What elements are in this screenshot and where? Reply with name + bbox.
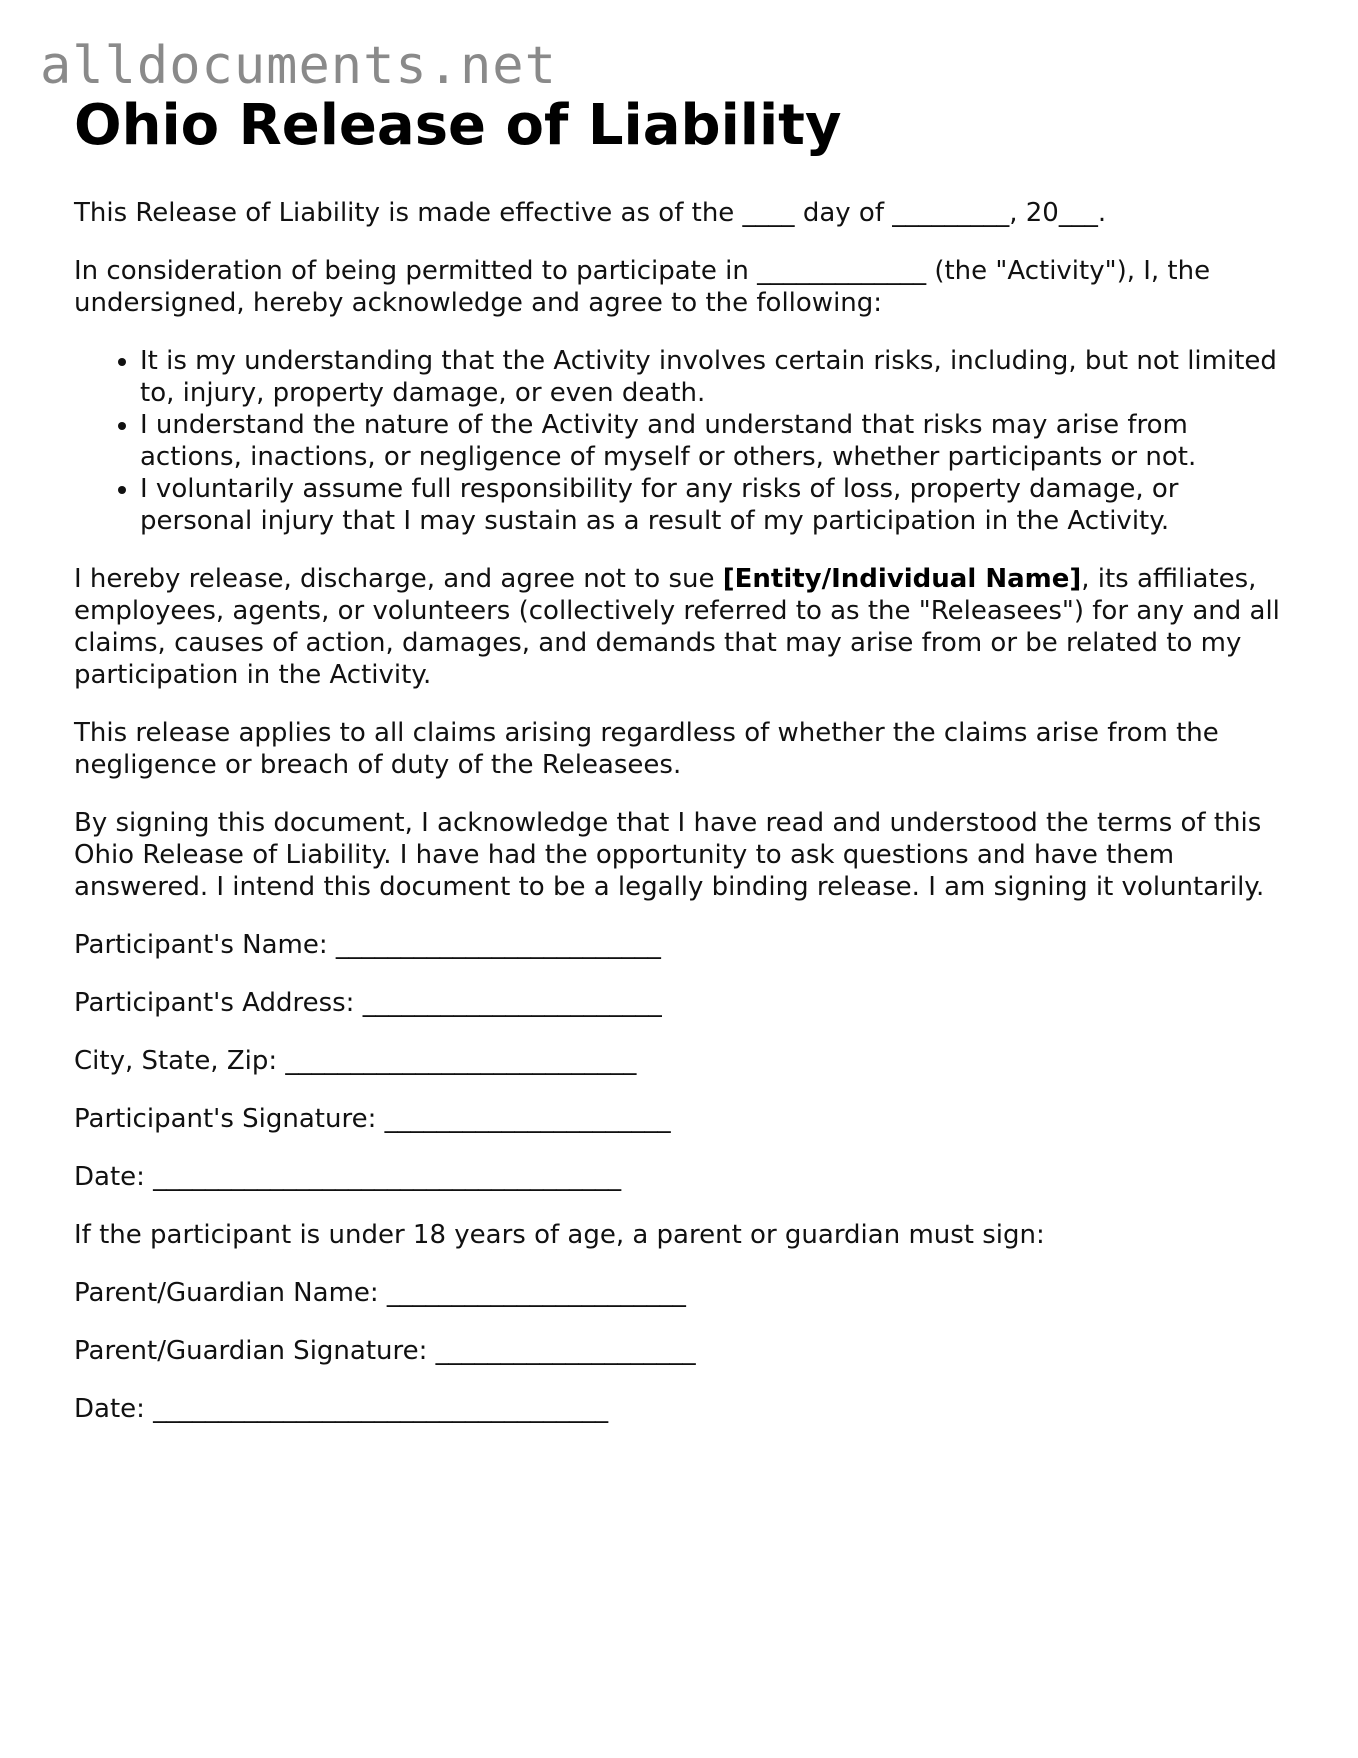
signing-acknowledgement-paragraph: By signing this document, I acknowledge that I have read and understood the terms of this Ohio Release of Liability. I have had the opportunity to ask questions and have them answered. I intend this document to be a legally binding release. I am signing it voluntarily.	[74, 808, 1270, 903]
scope-paragraph: This release applies to all claims arising regardless of whether the claims arise from the negligence or breach of duty of the Releasees.	[74, 718, 1228, 781]
consideration-paragraph: In consideration of being permitted to participate in _____________ (the "Activity"), I, the undersigned, hereby acknowledge and agree to the following:	[74, 256, 1219, 319]
participant-date-field: Date: ____________________________________	[74, 1162, 622, 1193]
list-item: • I voluntarily assume full responsibility for any risks of loss, property damage, or personal injury that I may sustain as a result of my participation in the Activity.	[140, 473, 1294, 537]
guardian-name-field: Parent/Guardian Name: _______________________	[74, 1278, 686, 1309]
release-paragraph	[74, 563, 1294, 691]
participant-name-field: Participant's Name: _________________________	[74, 930, 661, 961]
entity-name-placeholder: [Entity/Individual Name]	[722, 564, 1082, 595]
guardian-date-field: Date: ___________________________________	[74, 1394, 609, 1425]
effective-date-paragraph: This Release of Liability is made effective as of the ____ day of _________, 20___.	[74, 198, 1107, 229]
participant-signature-field: Participant's Signature: ______________________	[74, 1104, 671, 1135]
release-text-after: , its affiliates, employees, agents, or volunteers (collectively referred to as the "Releasees") for any and all claims, causes of action, damages, and demands that may arise from or be related to my participation in the Activity.	[74, 564, 1289, 691]
release-text-before: I hereby release, discharge, and agree not to sue	[74, 564, 723, 595]
list-item: • It is my understanding that the Activity involves certain risks, including, but not limited to, injury, property damage, or even death.	[140, 345, 1294, 409]
guardian-signature-field: Parent/Guardian Signature: ____________________	[74, 1336, 696, 1367]
watermark-text: alldocuments.net	[40, 36, 557, 96]
list-item: • I understand the nature of the Activity and understand that risks may arise from actions, inactions, or negligence of myself or others, whether participants or not.	[140, 409, 1294, 473]
acknowledgement-list	[74, 345, 1294, 537]
document-title: Ohio Release of Liability	[74, 93, 842, 158]
minor-notice: If the participant is under 18 years of age, a parent or guardian must sign:	[74, 1220, 1045, 1251]
document-page	[74, 92, 1294, 1451]
participant-address-field: Participant's Address: _______________________	[74, 988, 662, 1019]
city-state-zip-field: City, State, Zip: ___________________________	[74, 1046, 637, 1077]
